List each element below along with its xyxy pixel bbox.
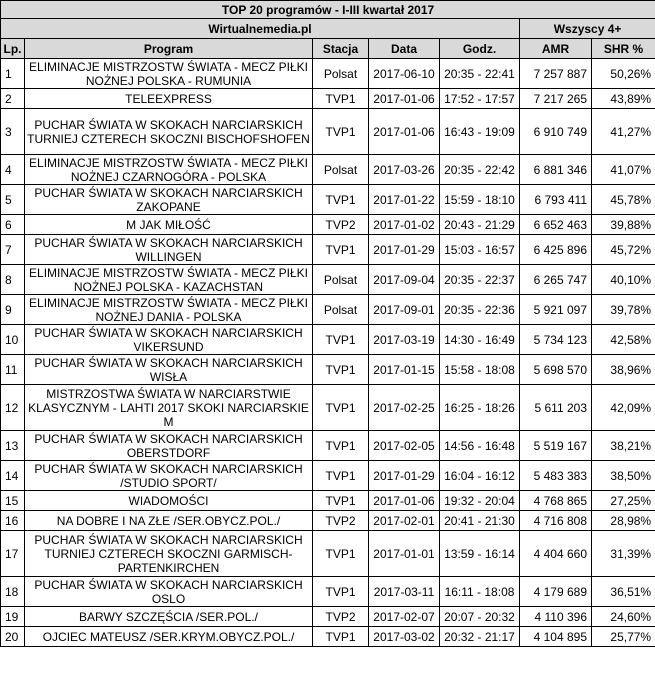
cell-amr: 6 652 463 (520, 215, 592, 235)
cell-date: 2017-03-02 (369, 627, 440, 647)
cell-time: 17:52 - 17:57 (440, 89, 520, 109)
table-row (1, 607, 655, 627)
col-header-time: Godz. (440, 39, 520, 59)
cell-lp: 13 (1, 431, 25, 461)
cell-amr: 4 110 396 (520, 607, 592, 627)
cell-time: 15:03 - 16:57 (440, 235, 520, 265)
cell-shr: 50,26% (592, 59, 655, 89)
cell-time: 20:07 - 20:32 (440, 607, 520, 627)
cell-shr: 45,72% (592, 235, 655, 265)
table-title: TOP 20 programów - I-III kwartał 2017 (1, 1, 655, 19)
cell-amr: 5 483 383 (520, 461, 592, 491)
cell-shr: 31,39% (592, 531, 655, 577)
cell-station: TVP1 (313, 577, 369, 607)
cell-date: 2017-01-22 (369, 185, 440, 215)
table-row (1, 325, 655, 355)
cell-time: 16:25 - 18:26 (440, 385, 520, 431)
cell-date: 2017-01-15 (369, 355, 440, 385)
cell-lp: 2 (1, 89, 25, 109)
cell-time: 20:43 - 21:29 (440, 215, 520, 235)
cell-amr: 4 104 895 (520, 627, 592, 647)
cell-program: PUCHAR ŚWIATA W SKOKACH NARCIARSKICH TURNIEJ CZTERECH SKOCZNI BISCHOFSHOFEN (25, 109, 313, 155)
cell-program: M JAK MIŁOŚĆ (25, 215, 313, 235)
cell-lp: 18 (1, 577, 25, 607)
cell-lp: 11 (1, 355, 25, 385)
cell-time: 20:32 - 21:17 (440, 627, 520, 647)
cell-station: TVP1 (313, 109, 369, 155)
cell-program: PUCHAR ŚWIATA W SKOKACH NARCIARSKICH WILLINGEN (25, 235, 313, 265)
cell-time: 20:35 - 22:36 (440, 295, 520, 325)
cell-lp: 16 (1, 511, 25, 531)
cell-date: 2017-01-06 (369, 89, 440, 109)
cell-station: Polsat (313, 295, 369, 325)
cell-program: ELIMINACJE MISTRZOSTW ŚWIATA - MECZ PIŁKI NOŻNEJ DANIA - POLSKA (25, 295, 313, 325)
cell-shr: 42,58% (592, 325, 655, 355)
cell-shr: 45,78% (592, 185, 655, 215)
cell-shr: 41,07% (592, 155, 655, 185)
cell-date: 2017-01-29 (369, 235, 440, 265)
cell-shr: 24,60% (592, 607, 655, 627)
cell-lp: 9 (1, 295, 25, 325)
cell-date: 2017-01-06 (369, 491, 440, 511)
cell-amr: 6 425 896 (520, 235, 592, 265)
table-row (1, 265, 655, 295)
cell-station: TVP1 (313, 531, 369, 577)
cell-station: TVP1 (313, 235, 369, 265)
cell-shr: 36,51% (592, 577, 655, 607)
cell-date: 2017-01-02 (369, 215, 440, 235)
cell-program: WIADOMOŚCI (25, 491, 313, 511)
cell-shr: 39,78% (592, 295, 655, 325)
cell-shr: 43,89% (592, 89, 655, 109)
cell-time: 15:58 - 18:08 (440, 355, 520, 385)
cell-lp: 19 (1, 607, 25, 627)
cell-date: 2017-09-01 (369, 295, 440, 325)
cell-station: TVP1 (313, 627, 369, 647)
cell-shr: 25,77% (592, 627, 655, 647)
cell-program: TELEEXPRESS (25, 89, 313, 109)
cell-shr: 40,10% (592, 265, 655, 295)
table-row (1, 511, 655, 531)
cell-time: 16:04 - 16:12 (440, 461, 520, 491)
cell-date: 2017-09-04 (369, 265, 440, 295)
cell-shr: 27,25% (592, 491, 655, 511)
cell-program: PUCHAR ŚWIATA W SKOKACH NARCIARSKICH /STUDIO SPORT/ (25, 461, 313, 491)
cell-station: TVP1 (313, 89, 369, 109)
cell-time: 16:43 - 19:09 (440, 109, 520, 155)
cell-station: TVP2 (313, 215, 369, 235)
cell-shr: 38,50% (592, 461, 655, 491)
cell-date: 2017-06-10 (369, 59, 440, 89)
col-header-station: Stacja (313, 39, 369, 59)
audience-label: Wszyscy 4+ (520, 19, 655, 39)
table-row (1, 431, 655, 461)
col-header-shr: SHR % (592, 39, 655, 59)
table-row (1, 235, 655, 265)
cell-time: 20:35 - 22:37 (440, 265, 520, 295)
cell-date: 2017-01-01 (369, 531, 440, 577)
cell-amr: 6 265 747 (520, 265, 592, 295)
cell-time: 13:59 - 16:14 (440, 531, 520, 577)
cell-station: Polsat (313, 155, 369, 185)
cell-amr: 5 698 570 (520, 355, 592, 385)
table-row (1, 355, 655, 385)
cell-lp: 4 (1, 155, 25, 185)
cell-program: ELIMINACJE MISTRZOSTW ŚWIATA - MECZ PIŁKI NOŻNEJ CZARNOGÓRA - POLSKA (25, 155, 313, 185)
cell-shr: 38,96% (592, 355, 655, 385)
cell-amr: 7 257 887 (520, 59, 592, 89)
cell-time: 15:59 - 18:10 (440, 185, 520, 215)
cell-time: 19:32 - 20:04 (440, 491, 520, 511)
cell-amr: 4 404 660 (520, 531, 592, 577)
cell-lp: 12 (1, 385, 25, 431)
table-body (1, 59, 655, 647)
cell-station: TVP1 (313, 355, 369, 385)
cell-lp: 6 (1, 215, 25, 235)
cell-lp: 17 (1, 531, 25, 577)
cell-station: TVP1 (313, 491, 369, 511)
cell-shr: 28,98% (592, 511, 655, 531)
cell-date: 2017-02-05 (369, 431, 440, 461)
cell-station: TVP1 (313, 325, 369, 355)
cell-amr: 6 910 749 (520, 109, 592, 155)
cell-program: PUCHAR ŚWIATA W SKOKACH NARCIARSKICH TURNIEJ CZTERECH SKOCZNI GARMISCH-PARTENKIRCHEN (25, 531, 313, 577)
cell-time: 20:41 - 21:30 (440, 511, 520, 531)
cell-time: 20:35 - 22:41 (440, 59, 520, 89)
col-header-date: Data (369, 39, 440, 59)
table-row (1, 89, 655, 109)
cell-program: BARWY SZCZĘŚCIA /SER.POL./ (25, 607, 313, 627)
cell-date: 2017-01-06 (369, 109, 440, 155)
cell-amr: 4 716 808 (520, 511, 592, 531)
cell-program: NA DOBRE I NA ZŁE /SER.OBYCZ.POL./ (25, 511, 313, 531)
cell-amr: 4 179 689 (520, 577, 592, 607)
cell-amr: 5 519 167 (520, 431, 592, 461)
cell-program: OJCIEC MATEUSZ /SER.KRYM.OBYCZ.POL./ (25, 627, 313, 647)
cell-lp: 15 (1, 491, 25, 511)
table-row (1, 531, 655, 577)
col-header-amr: AMR (520, 39, 592, 59)
cell-amr: 5 611 203 (520, 385, 592, 431)
table-row (1, 627, 655, 647)
cell-program: PUCHAR ŚWIATA W SKOKACH NARCIARSKICH WISŁA (25, 355, 313, 385)
cell-lp: 1 (1, 59, 25, 89)
table-row (1, 185, 655, 215)
table-row (1, 491, 655, 511)
col-header-lp: Lp. (1, 39, 25, 59)
cell-station: TVP2 (313, 511, 369, 531)
cell-shr: 38,21% (592, 431, 655, 461)
cell-program: PUCHAR ŚWIATA W SKOKACH NARCIARSKICH ZAKOPANE (25, 185, 313, 215)
cell-station: TVP1 (313, 461, 369, 491)
cell-time: 14:30 - 16:49 (440, 325, 520, 355)
cell-program: MISTRZOSTWA ŚWIATA W NARCIARSTWIE KLASYCZNYM - LAHTI 2017 SKOKI NARCIARSKIE M (25, 385, 313, 431)
cell-station: TVP1 (313, 431, 369, 461)
cell-date: 2017-02-25 (369, 385, 440, 431)
table-row (1, 461, 655, 491)
cell-lp: 3 (1, 109, 25, 155)
cell-program: ELIMINACJE MISTRZOSTW ŚWIATA - MECZ PIŁKI NOŻNEJ POLSKA - KAZACHSTAN (25, 265, 313, 295)
cell-lp: 20 (1, 627, 25, 647)
cell-lp: 5 (1, 185, 25, 215)
cell-amr: 7 217 265 (520, 89, 592, 109)
cell-station: Polsat (313, 59, 369, 89)
cell-date: 2017-02-01 (369, 511, 440, 531)
cell-lp: 8 (1, 265, 25, 295)
table-row (1, 385, 655, 431)
cell-amr: 5 921 097 (520, 295, 592, 325)
cell-lp: 10 (1, 325, 25, 355)
table-row (1, 155, 655, 185)
cell-lp: 14 (1, 461, 25, 491)
cell-amr: 6 793 411 (520, 185, 592, 215)
cell-time: 20:35 - 22:42 (440, 155, 520, 185)
table-row (1, 577, 655, 607)
table-row (1, 59, 655, 89)
cell-time: 14:56 - 16:48 (440, 431, 520, 461)
cell-station: TVP2 (313, 607, 369, 627)
table-row (1, 109, 655, 155)
cell-date: 2017-03-19 (369, 325, 440, 355)
cell-shr: 39,88% (592, 215, 655, 235)
cell-date: 2017-01-29 (369, 461, 440, 491)
table-row (1, 295, 655, 325)
cell-date: 2017-03-26 (369, 155, 440, 185)
col-header-program: Program (25, 39, 313, 59)
cell-amr: 6 881 346 (520, 155, 592, 185)
cell-station: TVP1 (313, 385, 369, 431)
cell-date: 2017-02-07 (369, 607, 440, 627)
cell-program: PUCHAR ŚWIATA W SKOKACH NARCIARSKICH OSLO (25, 577, 313, 607)
cell-shr: 41,27% (592, 109, 655, 155)
cell-program: PUCHAR ŚWIATA W SKOKACH NARCIARSKICH OBERSTDORF (25, 431, 313, 461)
cell-time: 16:11 - 18:08 (440, 577, 520, 607)
cell-program: PUCHAR ŚWIATA W SKOKACH NARCIARSKICH VIKERSUND (25, 325, 313, 355)
table-row (1, 215, 655, 235)
cell-shr: 42,09% (592, 385, 655, 431)
cell-lp: 7 (1, 235, 25, 265)
source-label: Wirtualnemedia.pl (1, 19, 520, 39)
cell-station: Polsat (313, 265, 369, 295)
cell-amr: 4 768 865 (520, 491, 592, 511)
cell-amr: 5 734 123 (520, 325, 592, 355)
cell-date: 2017-03-11 (369, 577, 440, 607)
cell-station: TVP1 (313, 185, 369, 215)
cell-program: ELIMINACJE MISTRZOSTW ŚWIATA - MECZ PIŁKI NOŻNEJ POLSKA - RUMUNIA (25, 59, 313, 89)
